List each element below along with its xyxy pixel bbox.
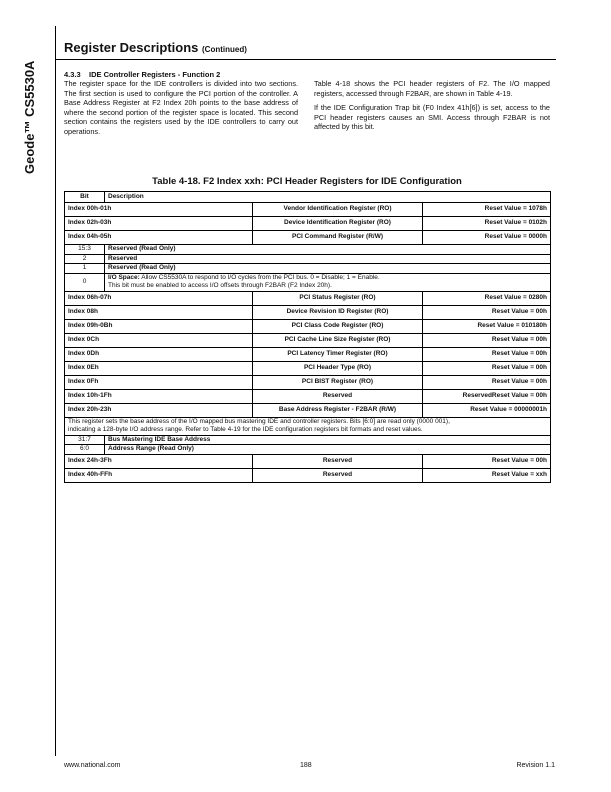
register-reset: Reset Value = 00h [423,361,551,375]
bit-number: 1 [65,264,105,274]
register-row [65,403,551,417]
subsection-title: IDE Controller Registers - Function 2 [89,70,221,79]
register-row [65,361,551,375]
subsection-heading [64,70,220,79]
register-row [65,217,551,231]
register-name: Device Revision ID Register (RO) [253,305,423,319]
register-index: Index 0Fh [65,375,253,389]
bit-description: Reserved [105,254,551,264]
register-reset: Reset Value = 010180h [423,319,551,333]
register-reset: Reset Value = xxh [423,468,551,482]
bit-row [65,245,551,255]
register-row [65,468,551,482]
bit-description [105,273,551,291]
register-name: Reserved [253,468,423,482]
right-column [314,79,550,137]
vertical-rule [55,26,56,756]
register-index: Index 08h [65,305,253,319]
register-reset: Reset Value = 00h [423,305,551,319]
register-name: Device Identification Register (RO) [253,217,423,231]
register-index: Index 10h-1Fh [65,389,253,403]
register-index: Index 24h-3Fh [65,454,253,468]
register-reset: Reset Value = 00h [423,375,551,389]
bit-description: Reserved (Read Only) [105,245,551,255]
section-title-text: Register Descriptions [64,40,199,55]
register-row [65,291,551,305]
register-reset: ReservedReset Value = 00h [423,389,551,403]
footer-website: www.national.com [64,762,121,769]
register-name: Base Address Register - F2BAR (R/W) [253,403,423,417]
register-name: PCI BIST Register (RO) [253,375,423,389]
bit-number: 31:7 [65,435,105,445]
register-index: Index 0Dh [65,347,253,361]
register-table [64,191,551,483]
bit-description: Address Range (Read Only) [105,445,551,455]
register-name: PCI Cache Line Size Register (RO) [253,333,423,347]
register-reset: Reset Value = 00h [423,454,551,468]
register-row [65,375,551,389]
header-bit: Bit [65,192,105,203]
register-name: PCI Latency Timer Register (RO) [253,347,423,361]
title-rule [56,59,556,60]
register-reset: Reset Value = 00h [423,347,551,361]
left-paragraph: The register space for the IDE controllers is divided into two sections. The first section is used to configure the PCI portion of the controller. A Base Address Register at F2 Index 20h points to the base address of where the second portion of the register space is located. This second section contains the registers used by the IDE controllers to carry out operations. [64,79,298,136]
register-reset: Reset Value = 1078h [423,203,551,217]
register-row [65,231,551,245]
bit-label: I/O Space: [108,273,140,281]
register-name: PCI Command Register (R/W) [253,231,423,245]
register-row [65,347,551,361]
header-description: Description [105,192,551,203]
register-row [65,319,551,333]
register-name: PCI Header Type (RO) [253,361,423,375]
register-name: Reserved [253,454,423,468]
register-description [65,417,551,435]
section-title-suffix: (Continued) [202,45,247,54]
register-index: Index 00h-01h [65,203,253,217]
register-description-line2: indicating a 128-byte I/O address range. Refer to Table 4-19 for the IDE configuration registers bit formats and reset values. [68,426,423,433]
register-name: Vendor Identification Register (RO) [253,203,423,217]
register-row [65,203,551,217]
bit-row [65,445,551,455]
register-row [65,454,551,468]
table-header-row [65,192,551,203]
register-index: Index 04h-05h [65,231,253,245]
bit-description-line2: This bit must be enabled to access I/O offsets through F2BAR (F2 Index 20h). [108,282,332,289]
register-name: PCI Class Code Register (RO) [253,319,423,333]
register-description-line1: This register sets the base address of the I/O mapped bus mastering IDE and controller registers. Bits [6:0] are read only (0000 001), [68,417,450,425]
register-index: Index 09h-0Bh [65,319,253,333]
bit-row [65,273,551,291]
bit-description: Reserved (Read Only) [105,264,551,274]
register-row [65,305,551,319]
register-row [65,333,551,347]
register-name: Reserved [253,389,423,403]
footer-page-number: 188 [300,762,312,769]
register-index: Index 0Eh [65,361,253,375]
bit-description-line1: Allow CS5530A to respond to I/O cycles from the PCI bus. 0 = Disable; 1 = Enable. [141,273,380,281]
register-description-row [65,417,551,435]
side-title-text: Geode™ CS5530A [22,60,37,174]
register-name: PCI Status Register (RO) [253,291,423,305]
left-column [64,79,298,142]
register-reset: Reset Value = 0102h [423,217,551,231]
register-reset: Reset Value = 0280h [423,291,551,305]
register-index: Index 0Ch [65,333,253,347]
register-reset: Reset Value = 00h [423,333,551,347]
register-index: Index 02h-03h [65,217,253,231]
bit-number: 2 [65,254,105,264]
bit-number: 15:3 [65,245,105,255]
right-paragraph-1: Table 4-18 shows the PCI header registers of F2. The I/O mapped registers, accessed through F2BAR, are shown in Table 4-19. [314,79,550,98]
bit-description: Bus Mastering IDE Base Address [105,435,551,445]
register-row [65,389,551,403]
bit-number: 0 [65,273,105,291]
subsection-number: 4.3.3 [64,70,81,79]
bit-row [65,254,551,264]
footer-revision: Revision 1.1 [516,762,555,769]
section-title [64,40,247,55]
bit-row [65,264,551,274]
register-reset: Reset Value = 00000001h [423,403,551,417]
register-index: Index 06h-07h [65,291,253,305]
bit-row [65,435,551,445]
side-title [22,26,48,176]
register-index: Index 20h-23h [65,403,253,417]
bit-number: 6:0 [65,445,105,455]
register-index: Index 40h-FFh [65,468,253,482]
table-caption: Table 4-18. F2 Index xxh: PCI Header Registers for IDE Configuration [152,176,462,187]
right-paragraph-2: If the IDE Configuration Trap bit (F0 Index 41h[6]) is set, access to the PCI header registers causes an SMI. Access through F2BAR is not affected by this bit. [314,103,550,132]
register-reset: Reset Value = 0000h [423,231,551,245]
